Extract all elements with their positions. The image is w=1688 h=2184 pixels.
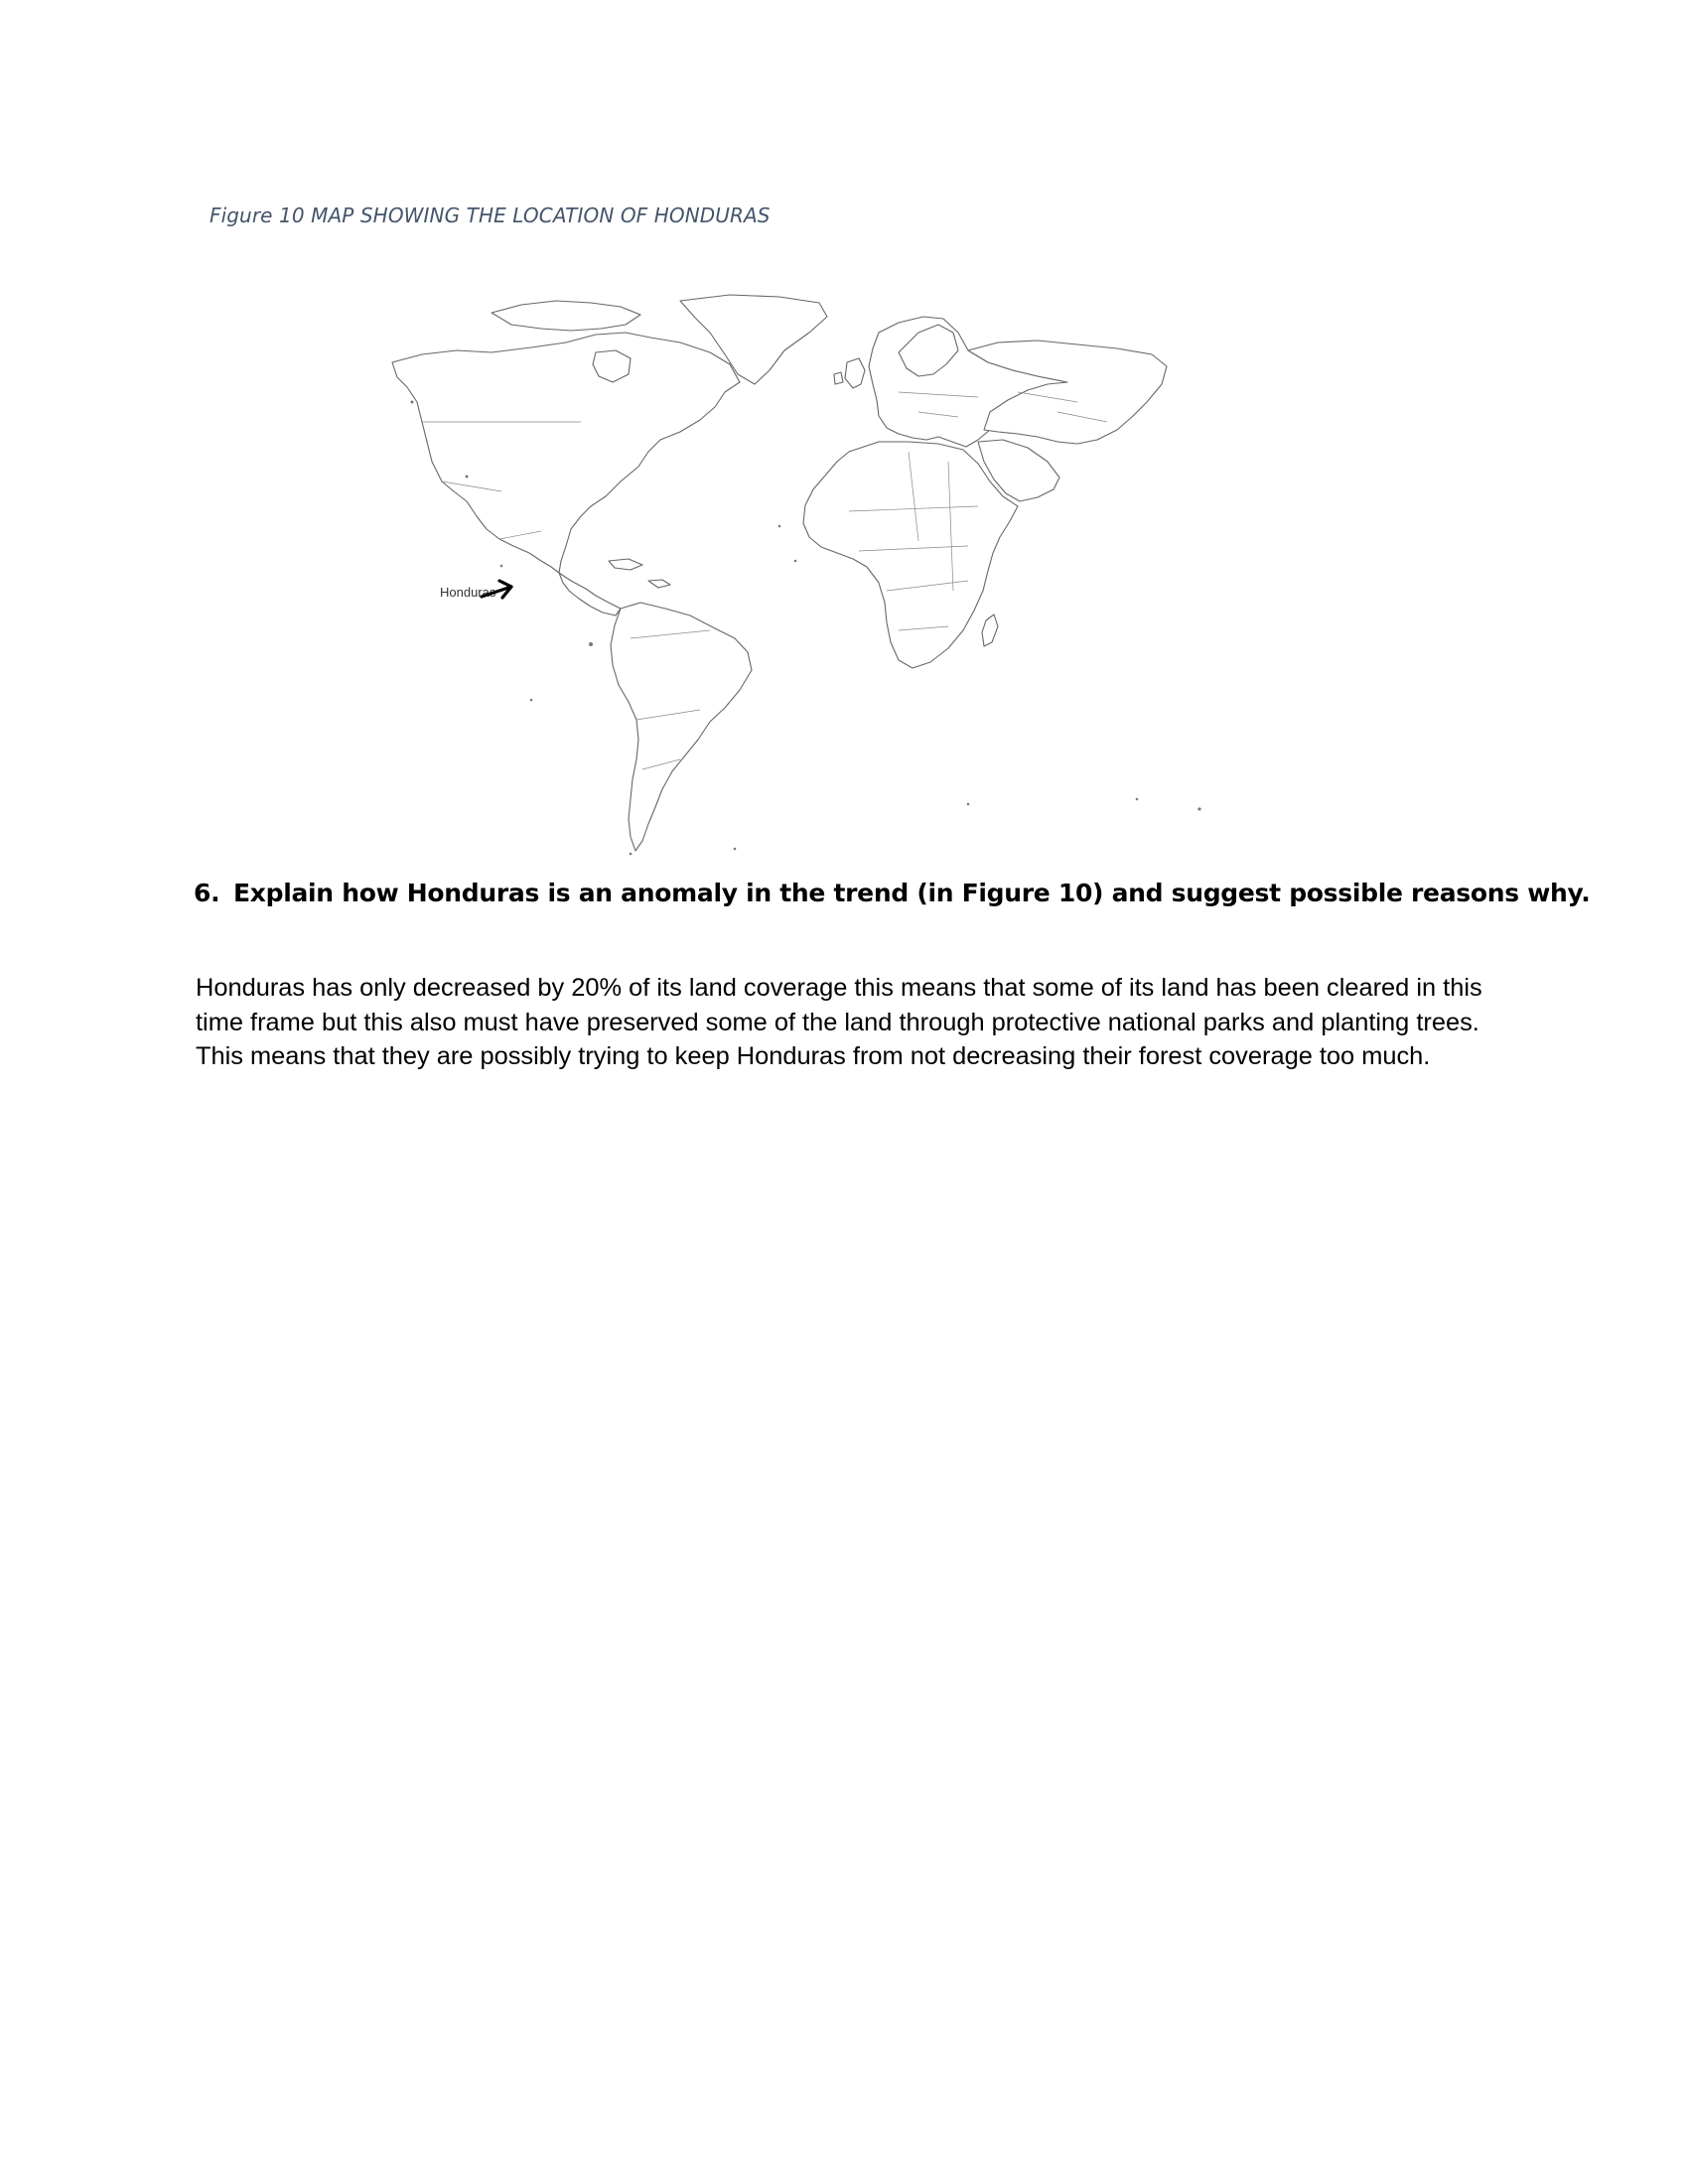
world-map xyxy=(382,293,1336,864)
island-dot xyxy=(530,699,533,702)
caribbean-islands-outline xyxy=(609,559,670,588)
question-text: Explain how Honduras is an anomaly in the trend (in Figure 10) and suggest possible reasons why. xyxy=(233,879,1591,907)
question-heading xyxy=(194,879,1591,907)
island-dot xyxy=(589,642,593,646)
figure-caption: Figure 10 MAP SHOWING THE LOCATION OF HONDURAS xyxy=(210,204,771,227)
island-dot xyxy=(1136,798,1139,801)
british-isles-outline xyxy=(834,358,865,388)
island-dot xyxy=(794,560,797,563)
island-dot xyxy=(778,525,781,528)
island-dot xyxy=(630,853,633,856)
island-dot xyxy=(466,476,469,478)
island-dot xyxy=(411,401,414,404)
island-dot xyxy=(1197,807,1200,810)
island-dot xyxy=(967,803,970,806)
island-dot xyxy=(734,848,737,851)
island-dot xyxy=(500,565,503,568)
north-america-outline xyxy=(392,333,740,573)
honduras-marker xyxy=(440,581,511,600)
question-number: 6. xyxy=(194,879,220,907)
continent-outlines xyxy=(392,295,1167,851)
world-map-svg xyxy=(382,293,1336,864)
arctic-islands-outline xyxy=(492,301,640,331)
central-america-outline xyxy=(559,573,621,615)
answer-paragraph: Honduras has only decreased by 20% of its land coverage this means that some of its land has been cleared in this time frame but this also must have preserved some of the land through protective national parks and planting trees. This means that they are possibly trying to keep Honduras from not decreasing their forest coverage too much. xyxy=(196,974,1482,1070)
honduras-label: Honduras xyxy=(440,585,496,600)
madagascar-outline xyxy=(982,614,998,646)
south-america-outline xyxy=(611,603,752,851)
